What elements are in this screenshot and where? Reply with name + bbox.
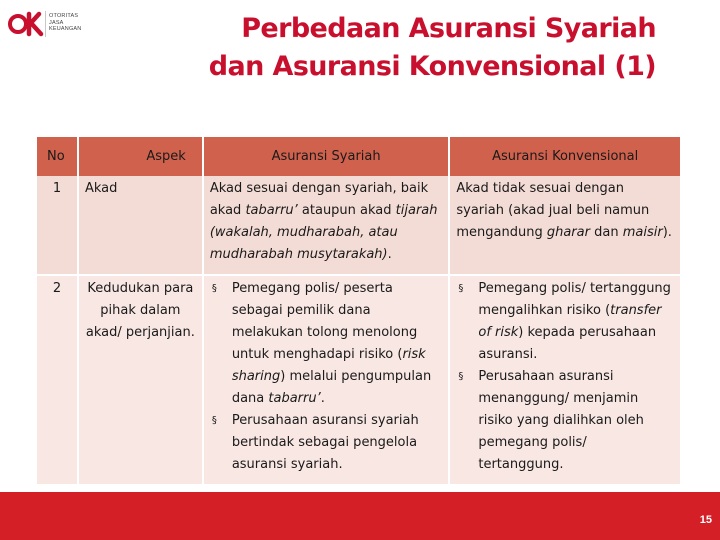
bullet-icon: § (458, 283, 464, 294)
list-item: § Pemegang polis/ peserta sebagai pemilik dana melakukan tolong menolong untuk menghadapi risiko (risk sharing) melalui pengumpulan dana tabarru’. (210, 278, 443, 410)
row-aspek: Kedudukan para pihak dalam akad/ perjanjian. (78, 275, 203, 484)
cell-syariah: Akad sesuai dengan syariah, baik akad tabarru’ ataupun akad tijarah (wakalah, mudharabah, atau mudharabah musytarakah). (203, 176, 450, 275)
footer-bar (0, 492, 720, 540)
konvensional-bullet-list (456, 278, 674, 476)
slide-title: Perbedaan Asuransi Syariah dan Asuransi Konvensional (1) (208, 13, 656, 82)
logo-wordmark: OTORITAS JASA KEUANGAN (49, 13, 82, 32)
cell-konvensional: Akad tidak sesuai dengan syariah (akad jual beli namun mengandung gharar dan maisir). (449, 176, 681, 275)
table-row (37, 176, 681, 275)
row-aspek: Akad (78, 176, 203, 275)
list-item: § Pemegang polis/ tertanggung mengalihkan risiko (transfer of risk) kepada perusahaan asuransi. (456, 278, 674, 366)
page-number: 15 (699, 514, 712, 526)
header-asuransi-konvensional: Asuransi Konvensional (449, 137, 681, 176)
row-number: 2 (37, 275, 78, 484)
comparison-table (37, 137, 682, 484)
cell-konvensional (449, 275, 681, 484)
bullet-icon: § (211, 283, 217, 294)
ojk-logo (8, 8, 98, 40)
header-asuransi-syariah: Asuransi Syariah (203, 137, 450, 176)
table-row (37, 275, 681, 484)
header-no: No (37, 137, 78, 176)
list-item: § Perusahaan asuransi menanggung/ menjamin risiko yang dialihkan oleh pemegang polis/ tertanggung. (456, 366, 674, 476)
syariah-bullet-list (210, 278, 443, 476)
list-item: § Perusahaan asuransi syariah bertindak sebagai pengelola asuransi syariah. (210, 410, 443, 476)
bullet-icon: § (211, 415, 217, 426)
ojk-logo-icon (8, 8, 46, 40)
cell-syariah (203, 275, 450, 484)
bullet-icon: § (458, 371, 464, 382)
row-number: 1 (37, 176, 78, 275)
header-aspek: Aspek (78, 137, 203, 176)
table-header-row (37, 137, 681, 176)
